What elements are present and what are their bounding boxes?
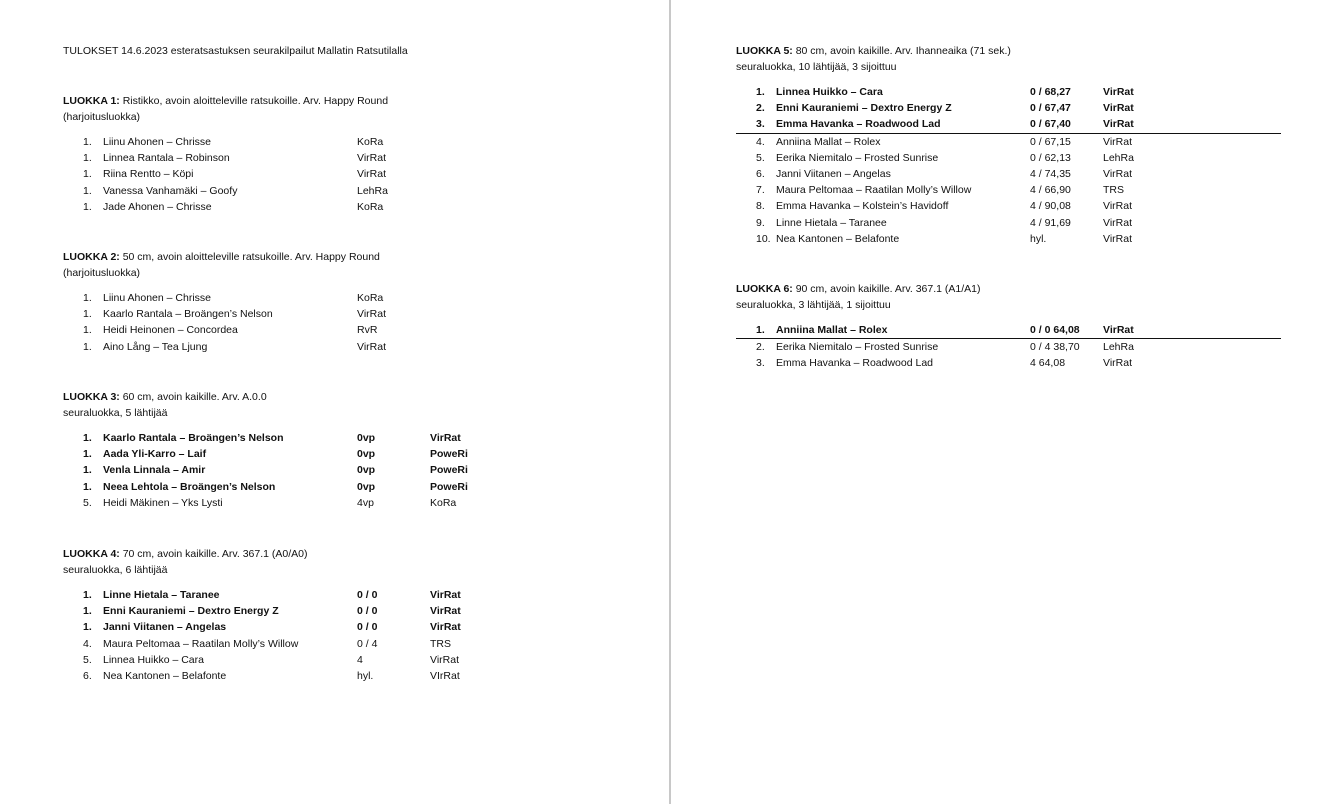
club-abbrev: VirRat bbox=[1103, 216, 1132, 229]
result-row bbox=[736, 84, 1281, 100]
rider-horse: Linne Hietala – Taranee bbox=[776, 216, 887, 229]
result-row bbox=[63, 166, 623, 182]
result-value: 0 / 4 38,70 bbox=[1030, 341, 1080, 354]
result-row bbox=[736, 231, 1281, 247]
rider-horse: Jade Ahonen – Chrisse bbox=[103, 200, 212, 213]
club-abbrev: VirRat bbox=[430, 589, 461, 601]
right-page bbox=[736, 0, 1296, 804]
result-row bbox=[736, 100, 1281, 116]
placement: 4. bbox=[756, 135, 765, 148]
result-row bbox=[63, 430, 623, 446]
result-value: 0 / 62,13 bbox=[1030, 151, 1071, 164]
result-row bbox=[63, 603, 623, 619]
club-abbrev: PoweRi bbox=[430, 480, 468, 493]
placement: 1. bbox=[83, 200, 92, 213]
club-abbrev: VirRat bbox=[357, 152, 386, 165]
result-value: 0vp bbox=[357, 432, 376, 444]
results-list bbox=[736, 84, 1281, 247]
result-row bbox=[736, 355, 1281, 371]
page-divider bbox=[669, 0, 671, 804]
result-row bbox=[63, 619, 623, 635]
results-list bbox=[736, 322, 1281, 372]
rider-horse: Nea Kantonen – Belafonte bbox=[776, 232, 900, 245]
placement: 1. bbox=[83, 168, 92, 181]
class-label: LUOKKA 1: bbox=[63, 95, 120, 107]
result-row bbox=[63, 668, 623, 684]
placement: 1. bbox=[83, 432, 92, 444]
result-row bbox=[736, 339, 1281, 355]
class-description: 90 cm, avoin kaikille. Arv. 367.1 (A1/A1) bbox=[792, 283, 981, 295]
class-label: LUOKKA 6: bbox=[736, 283, 793, 295]
result-row bbox=[736, 134, 1281, 150]
rider-horse: Nea Kantonen – Belafonte bbox=[103, 669, 227, 682]
result-value: 4 / 91,69 bbox=[1030, 216, 1071, 229]
rider-horse: Anniina Mallat – Rolex bbox=[776, 135, 881, 148]
result-row bbox=[63, 462, 623, 478]
class-label: LUOKKA 4: bbox=[63, 548, 120, 560]
results-section bbox=[736, 43, 1281, 247]
club-abbrev: LehRa bbox=[357, 184, 388, 197]
result-row bbox=[63, 495, 623, 511]
class-description: 80 cm, avoin kaikille. Arv. Ihanneaika (71 sek.) bbox=[792, 45, 1011, 57]
placement: 10. bbox=[756, 232, 771, 245]
club-abbrev: KoRa bbox=[430, 496, 457, 509]
result-row bbox=[63, 306, 623, 322]
class-subtitle: seuraluokka, 10 lähtijää, 3 sijoittuu bbox=[736, 61, 897, 73]
results-list bbox=[63, 430, 623, 511]
rider-horse: Maura Peltomaa – Raatilan Molly’s Willow bbox=[103, 637, 299, 650]
rider-horse: Linnea Huikko – Cara bbox=[103, 653, 204, 666]
result-row bbox=[63, 479, 623, 495]
class-subtitle: seuraluokka, 5 lähtijää bbox=[63, 407, 168, 419]
result-value: 0 / 0 bbox=[357, 589, 378, 601]
placement: 1. bbox=[756, 86, 765, 98]
rider-horse: Enni Kauraniemi – Dextro Energy Z bbox=[103, 605, 279, 618]
class-label: LUOKKA 2: bbox=[63, 251, 120, 263]
club-abbrev: VirRat bbox=[1103, 102, 1134, 115]
result-row bbox=[736, 116, 1281, 133]
result-value: hyl. bbox=[1030, 232, 1047, 245]
rider-horse: Heidi Heinonen – Concordea bbox=[103, 324, 238, 337]
result-row bbox=[63, 322, 623, 338]
result-value: 4 / 90,08 bbox=[1030, 200, 1071, 213]
class-heading bbox=[736, 281, 1281, 297]
rider-horse: Anniina Mallat – Rolex bbox=[776, 324, 888, 336]
result-row bbox=[736, 215, 1281, 231]
placement: 5. bbox=[83, 653, 92, 666]
placement: 2. bbox=[756, 341, 765, 354]
result-value: 4vp bbox=[357, 496, 374, 509]
placement: 1. bbox=[83, 448, 92, 461]
club-abbrev: PoweRi bbox=[430, 448, 468, 461]
rider-horse: Riina Rentto – Köpi bbox=[103, 168, 194, 181]
results-section bbox=[63, 249, 623, 355]
club-abbrev: TRS bbox=[430, 637, 451, 650]
result-value: 0vp bbox=[357, 464, 376, 477]
placement: 6. bbox=[756, 167, 765, 180]
club-abbrev: VirRat bbox=[430, 653, 459, 666]
class-heading bbox=[63, 249, 623, 265]
result-value: 0 / 4 bbox=[357, 637, 378, 650]
placement: 5. bbox=[83, 496, 92, 509]
rider-horse: Janni Viitanen – Angelas bbox=[103, 621, 227, 634]
result-row bbox=[63, 134, 623, 150]
placement: 3. bbox=[756, 118, 765, 131]
club-abbrev: VirRat bbox=[1103, 135, 1132, 148]
result-row bbox=[736, 322, 1281, 339]
results-section bbox=[63, 389, 623, 511]
placement: 1. bbox=[83, 308, 92, 321]
club-abbrev: VirRat bbox=[1103, 357, 1132, 370]
placement: 7. bbox=[756, 184, 765, 197]
rider-horse: Kaarlo Rantala – Broängen’s Nelson bbox=[103, 432, 284, 444]
class-description: Ristikko, avoin aloitteleville ratsukoille. Arv. Happy Round bbox=[119, 95, 389, 107]
results-list bbox=[63, 134, 623, 215]
result-value: 0 / 68,27 bbox=[1030, 86, 1071, 98]
result-value: 0 / 67,47 bbox=[1030, 102, 1071, 115]
result-value: hyl. bbox=[357, 669, 374, 682]
class-subtitle: (harjoitusluokka) bbox=[63, 111, 141, 123]
result-row bbox=[63, 183, 623, 199]
club-abbrev: KoRa bbox=[357, 292, 384, 304]
placement: 1. bbox=[83, 480, 92, 493]
placement: 5. bbox=[756, 151, 765, 164]
placement: 3. bbox=[756, 357, 765, 370]
club-abbrev: LehRa bbox=[1103, 151, 1134, 164]
club-abbrev: VirRat bbox=[1103, 232, 1132, 245]
results-list bbox=[63, 587, 623, 684]
class-description: 60 cm, avoin kaikille. Arv. A.0.0 bbox=[119, 391, 267, 403]
club-abbrev: VirRat bbox=[1103, 167, 1132, 180]
rider-horse: Eerika Niemitalo – Frosted Sunrise bbox=[776, 151, 939, 164]
placement: 8. bbox=[756, 200, 765, 213]
result-value: 0 / 0 bbox=[357, 605, 378, 618]
placement: 1. bbox=[83, 152, 92, 165]
placement: 9. bbox=[756, 216, 765, 229]
result-row bbox=[63, 339, 623, 355]
class-label: LUOKKA 3: bbox=[63, 391, 120, 403]
result-value: 4 / 66,90 bbox=[1030, 184, 1071, 197]
class-subtitle: seuraluokka, 3 lähtijää, 1 sijoittuu bbox=[736, 299, 891, 311]
rider-horse: Linne Hietala – Taranee bbox=[103, 589, 220, 601]
class-subtitle: seuraluokka, 6 lähtijää bbox=[63, 564, 168, 576]
class-heading bbox=[736, 43, 1281, 59]
placement: 1. bbox=[83, 589, 92, 601]
club-abbrev: VIrRat bbox=[430, 669, 460, 682]
club-abbrev: VirRat bbox=[430, 432, 461, 444]
club-abbrev: VirRat bbox=[357, 168, 386, 181]
result-value: 4 64,08 bbox=[1030, 357, 1066, 370]
results-section bbox=[63, 93, 623, 215]
placement: 1. bbox=[83, 136, 92, 148]
result-row bbox=[736, 182, 1281, 198]
rider-horse: Emma Havanka – Roadwood Lad bbox=[776, 357, 934, 370]
placement: 1. bbox=[83, 621, 92, 634]
placement: 1. bbox=[83, 464, 92, 477]
club-abbrev: VirRat bbox=[430, 605, 461, 618]
result-row bbox=[63, 587, 623, 603]
club-abbrev: VirRat bbox=[1103, 86, 1134, 98]
rider-horse: Vanessa Vanhamäki – Goofy bbox=[103, 184, 238, 197]
class-heading bbox=[63, 546, 623, 562]
club-abbrev: LehRa bbox=[1103, 341, 1134, 354]
rider-horse: Neea Lehtola – Broängen’s Nelson bbox=[103, 480, 276, 493]
club-abbrev: TRS bbox=[1103, 184, 1124, 197]
rider-horse: Eerika Niemitalo – Frosted Sunrise bbox=[776, 341, 939, 354]
club-abbrev: VirRat bbox=[1103, 118, 1134, 131]
class-subtitle: (harjoitusluokka) bbox=[63, 267, 141, 279]
rider-horse: Kaarlo Rantala – Broängen’s Nelson bbox=[103, 308, 273, 321]
class-heading bbox=[63, 93, 623, 109]
rider-horse: Emma Havanka – Roadwood Lad bbox=[776, 118, 941, 131]
club-abbrev: RvR bbox=[357, 324, 378, 337]
result-value: 4 / 74,35 bbox=[1030, 167, 1071, 180]
rider-horse: Maura Peltomaa – Raatilan Molly’s Willow bbox=[776, 184, 972, 197]
rider-horse: Aada Yli-Karro – Laif bbox=[103, 448, 207, 461]
placement: 1. bbox=[83, 340, 92, 353]
rider-horse: Emma Havanka – Kolstein’s Havidoff bbox=[776, 200, 949, 213]
result-row bbox=[736, 166, 1281, 182]
rider-horse: Aino Lång – Tea Ljung bbox=[103, 340, 208, 353]
result-row bbox=[63, 199, 623, 215]
left-page bbox=[63, 0, 623, 804]
rider-horse: Venla Linnala – Amir bbox=[103, 464, 206, 477]
result-row bbox=[63, 150, 623, 166]
result-value: 0 / 67,15 bbox=[1030, 135, 1071, 148]
result-row bbox=[736, 198, 1281, 214]
rider-horse: Liinu Ahonen – Chrisse bbox=[103, 292, 211, 304]
placement: 4. bbox=[83, 637, 92, 650]
result-row bbox=[63, 290, 623, 306]
result-value: 0 / 67,40 bbox=[1030, 118, 1071, 131]
document-title: TULOKSET 14.6.2023 esteratsastuksen seurakilpailut Mallatin Ratsutilalla bbox=[63, 45, 408, 57]
club-abbrev: VirRat bbox=[430, 621, 461, 634]
rider-horse: Liinu Ahonen – Chrisse bbox=[103, 136, 211, 148]
rider-horse: Linnea Rantala – Robinson bbox=[103, 152, 230, 165]
class-label: LUOKKA 5: bbox=[736, 45, 793, 57]
class-description: 50 cm, avoin aloitteleville ratsukoille. Arv. Happy Round bbox=[119, 251, 380, 263]
club-abbrev: PoweRi bbox=[430, 464, 468, 477]
club-abbrev: KoRa bbox=[357, 136, 384, 148]
placement: 6. bbox=[83, 669, 92, 682]
club-abbrev: VirRat bbox=[1103, 200, 1132, 213]
club-abbrev: VirRat bbox=[1103, 324, 1134, 336]
results-list bbox=[63, 290, 623, 355]
club-abbrev: KoRa bbox=[357, 200, 384, 213]
results-section bbox=[63, 546, 623, 684]
result-row bbox=[736, 150, 1281, 166]
result-row bbox=[63, 652, 623, 668]
placement: 1. bbox=[756, 324, 765, 336]
results-section bbox=[736, 281, 1281, 372]
rider-horse: Enni Kauraniemi – Dextro Energy Z bbox=[776, 102, 952, 115]
rider-horse: Heidi Mäkinen – Yks Lysti bbox=[103, 496, 223, 509]
result-value: 0vp bbox=[357, 480, 376, 493]
placement: 1. bbox=[83, 324, 92, 337]
rider-horse: Linnea Huikko – Cara bbox=[776, 86, 883, 98]
result-value: 0vp bbox=[357, 448, 376, 461]
result-row bbox=[63, 636, 623, 652]
club-abbrev: VirRat bbox=[357, 308, 386, 321]
class-description: 70 cm, avoin kaikille. Arv. 367.1 (A0/A0) bbox=[119, 548, 308, 560]
placement: 2. bbox=[756, 102, 765, 115]
rider-horse: Janni Viitanen – Angelas bbox=[776, 167, 891, 180]
result-value: 4 bbox=[357, 653, 363, 666]
placement: 1. bbox=[83, 292, 92, 304]
result-value: 0 / 0 64,08 bbox=[1030, 324, 1080, 336]
club-abbrev: VirRat bbox=[357, 340, 386, 353]
result-value: 0 / 0 bbox=[357, 621, 378, 634]
placement: 1. bbox=[83, 184, 92, 197]
class-heading bbox=[63, 389, 623, 405]
placement: 1. bbox=[83, 605, 92, 618]
result-row bbox=[63, 446, 623, 462]
